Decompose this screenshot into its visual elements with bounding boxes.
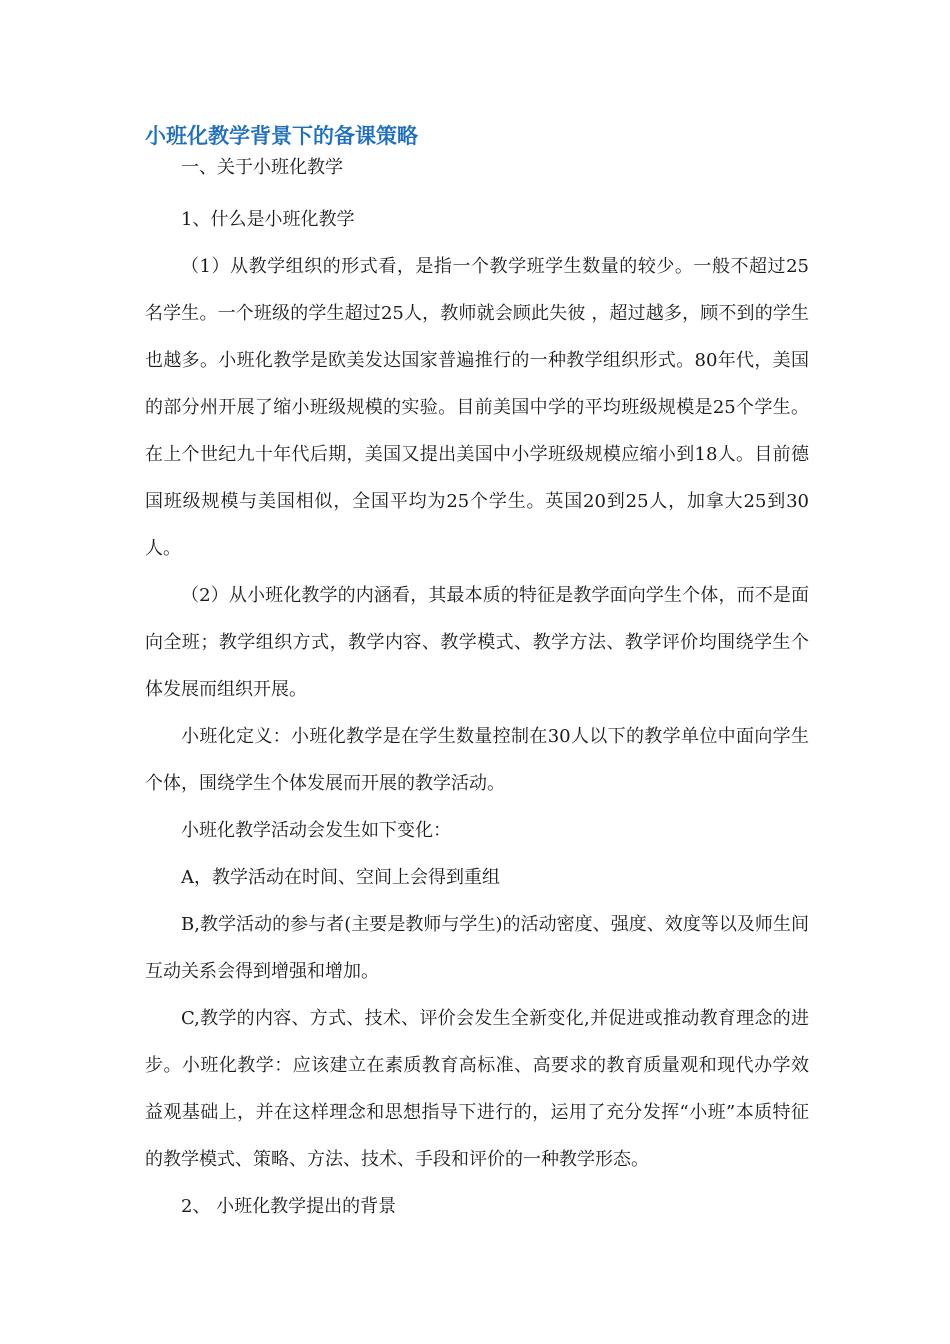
list-item: B,教学活动的参与者(主要是教师与学生)的活动密度、强度、效度等以及师生间互动关系会得到增强和增加。 — [145, 914, 809, 982]
paragraph: 小班化教学活动会发生如下变化： — [181, 820, 451, 841]
section-heading: 一、关于小班化教学 — [181, 157, 343, 178]
list-item: C,教学的内容、方式、技术、评价会发生全新变化,并促进或推动教育理念的进步。小班化教学：应该建立在素质教育高标准、高要求的教育质量观和现代办学效益观基础上，并在这样理念和思想指导下进行的，运用了充分发挥“小班”本质特征的教学模式、策略、方法、技术、手段和评价的一种教学形态。 — [145, 1008, 809, 1170]
paragraph: 小班化定义：小班化教学是在学生数量控制在30人以下的教学单位中面向学生个体，围绕学生个体发展而开展的教学活动。 — [145, 726, 809, 794]
document-body — [145, 118, 809, 1230]
paragraph: （2）从小班化教学的内涵看，其最本质的特征是教学面向学生个体，而不是面向全班；教学组织方式，教学内容、教学模式、教学方法、教学评价均围绕学生个体发展而组织开展。 — [145, 585, 809, 700]
subsection-heading: 1、什么是小班化教学 — [181, 209, 355, 230]
list-item: A，教学活动在时间、空间上会得到重组 — [181, 867, 500, 888]
document-title: 小班化教学背景下的备课策略 — [145, 124, 418, 148]
paragraph: （1）从教学组织的形式看，是指一个教学班学生数量的较少。一般不超过25名学生。一个班级的学生超过25人，教师就会顾此失彼 ，超过越多，顾不到的学生也越多。小班化教学是欧美发达国家普遍推行的一种教学组织形式。80年代，美国的部分州开展了缩小班级规模的实验。目前美国中学的平均班级规模是25个学生。在上个世纪九十年代后期，美国又提出美国中小学班级规模应缩小到18人。目前德国班级规模与美国相似，全国平均为25个学生。英国20到25人，加拿大25到30人。 — [145, 256, 809, 559]
subsection-heading: 2、 小班化教学提出的背景 — [181, 1196, 397, 1217]
